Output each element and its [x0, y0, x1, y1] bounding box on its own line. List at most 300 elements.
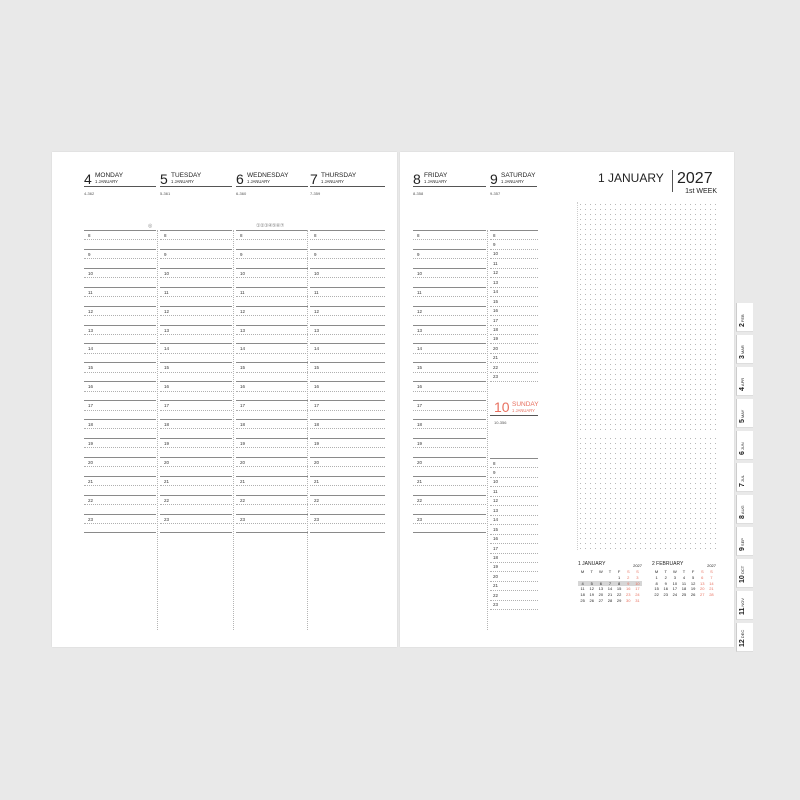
hour-rule — [490, 524, 538, 525]
hour-rule — [490, 381, 538, 382]
hour-rule — [490, 343, 538, 344]
calendar-day[interactable]: 22 — [616, 592, 622, 598]
hour-label: 21 — [493, 583, 499, 589]
hour-rule — [490, 315, 538, 316]
half-hour-rule — [84, 372, 156, 373]
hour-rule — [413, 249, 486, 250]
hour-label: 21 — [314, 478, 320, 484]
calendar-day[interactable]: 6 — [701, 574, 704, 580]
hour-rule — [310, 362, 385, 363]
calendar-day[interactable]: 20 — [598, 592, 604, 598]
calendar-day[interactable]: 19 — [690, 586, 696, 592]
month-tab-label — [739, 538, 747, 551]
half-hour-rule — [413, 258, 486, 259]
hour-label: 20 — [164, 459, 170, 465]
half-hour-rule — [310, 353, 385, 354]
half-hour-rule — [413, 315, 486, 316]
hour-label: 23 — [493, 602, 499, 608]
half-hour-rule — [84, 428, 156, 429]
weekday-label: M — [580, 569, 585, 574]
week-month: 1 JANUARY — [598, 171, 664, 185]
allday-rule — [490, 230, 538, 231]
hour-label: 22 — [493, 364, 499, 370]
sunday-number: 10 — [494, 399, 510, 415]
month-tab-label — [739, 410, 747, 423]
calendar-day[interactable]: 12 — [589, 586, 594, 592]
hour-label: 19 — [417, 440, 423, 446]
hour-rule — [413, 457, 486, 458]
hour-label: 15 — [417, 365, 423, 371]
calendar-day[interactable]: 23 — [626, 592, 631, 598]
calendar-day[interactable]: 8 — [655, 580, 658, 586]
calendar-day[interactable]: 2 — [664, 574, 667, 580]
hour-label: 21 — [240, 478, 246, 484]
day-name: FRIDAY — [424, 172, 448, 179]
hour-rule — [236, 438, 308, 439]
hour-label: 9 — [493, 241, 496, 247]
calendar-day[interactable]: 9 — [664, 580, 667, 586]
month-tab-abbr: JUL — [740, 474, 745, 483]
hour-label: 12 — [417, 308, 423, 314]
hour-rule — [236, 343, 308, 344]
calendar-day[interactable]: 19 — [589, 592, 594, 598]
hour-rule — [490, 296, 538, 297]
month-tab-abbr: APR — [740, 377, 745, 387]
hour-rule — [160, 476, 232, 477]
month-tab-abbr: NOV — [740, 597, 745, 607]
header-rule — [160, 186, 232, 187]
hour-rule — [84, 306, 156, 307]
calendar-day[interactable]: 18 — [681, 586, 687, 592]
hour-rule — [84, 419, 156, 420]
hour-rule — [413, 381, 486, 382]
month-tab-number: 2 — [739, 323, 746, 327]
calendar-day[interactable]: 14 — [709, 580, 714, 586]
month-tab-feb[interactable] — [736, 303, 753, 332]
hour-rule — [310, 381, 385, 382]
half-hour-rule — [310, 447, 385, 448]
calendar-day[interactable]: 13 — [598, 586, 604, 592]
hour-label: 12 — [164, 308, 170, 314]
hour-rule — [236, 495, 308, 496]
weekday-label: W — [672, 569, 677, 574]
half-hour-rule — [236, 239, 308, 240]
calendar-day[interactable]: 21 — [709, 586, 714, 592]
header-rule — [310, 186, 385, 187]
calendar-day[interactable]: 8 — [615, 581, 624, 587]
day-number: 9 — [490, 171, 498, 187]
hour-label: 20 — [493, 573, 499, 579]
calendar-day[interactable]: 5 — [587, 581, 596, 587]
hour-rule — [236, 287, 308, 288]
hour-label: 16 — [493, 536, 499, 542]
hour-label: 18 — [88, 422, 94, 427]
calendar-day[interactable]: 22 — [654, 592, 659, 598]
hour-label: 15 — [164, 365, 170, 371]
hour-label: 21 — [164, 478, 170, 484]
hour-rule — [490, 571, 538, 572]
hour-rule — [160, 268, 232, 269]
hour-label: 13 — [240, 327, 246, 333]
half-hour-rule — [236, 504, 308, 505]
planner-right-page — [400, 152, 734, 647]
calendar-day[interactable]: 17 — [635, 586, 640, 592]
half-hour-rule — [160, 353, 232, 354]
hour-label: 22 — [314, 497, 320, 503]
hour-label: 10 — [417, 270, 423, 276]
weekday-label: F — [617, 569, 621, 574]
calendar-day[interactable]: 12 — [690, 580, 696, 586]
day-of-year: 5-361 — [160, 191, 171, 196]
month-tab-sep[interactable] — [736, 527, 753, 556]
hour-label: 17 — [417, 403, 423, 409]
half-hour-rule — [310, 485, 385, 486]
half-hour-rule — [160, 334, 232, 335]
hour-rule — [490, 268, 538, 269]
month-tab-abbr: MAR — [740, 345, 745, 355]
hour-label: 9 — [164, 251, 167, 257]
hour-rule — [413, 495, 486, 496]
calendar-day[interactable]: 2 — [627, 574, 630, 580]
mini-calendar-title: 1 JANUARY — [578, 561, 606, 567]
month-tab-apr[interactable] — [736, 367, 753, 396]
hour-label: 11 — [164, 289, 169, 295]
half-hour-rule — [413, 485, 486, 486]
hour-rule — [490, 258, 538, 259]
calendar-day[interactable]: 7 — [710, 574, 713, 580]
day-date: 1 JANUARY — [95, 179, 118, 184]
calendar-day[interactable]: 18 — [580, 592, 585, 598]
hour-label: 18 — [493, 327, 499, 332]
calendar-day[interactable]: 28 — [709, 592, 714, 598]
mini-calendar-title: 2 FEBRUARY — [652, 561, 684, 567]
hour-rule — [160, 532, 232, 533]
header-rule — [236, 186, 308, 187]
month-tab-aug[interactable] — [736, 495, 753, 524]
calendar-day[interactable]: 28 — [607, 597, 613, 603]
calendar-day[interactable]: 24 — [672, 592, 678, 598]
half-hour-rule — [236, 410, 308, 411]
hour-label: 14 — [417, 346, 423, 352]
hour-label: 14 — [493, 289, 499, 295]
calendar-day[interactable]: 11 — [580, 586, 585, 592]
calendar-day[interactable]: 30 — [626, 597, 631, 603]
calendar-day[interactable]: 25 — [580, 597, 585, 603]
hour-rule — [413, 476, 486, 477]
hour-label: 15 — [493, 526, 499, 532]
hour-label: 16 — [493, 308, 499, 314]
hour-label: 23 — [240, 516, 246, 522]
calendar-day[interactable]: 24 — [635, 592, 640, 598]
weekday-label: W — [598, 569, 603, 574]
half-hour-rule — [310, 277, 385, 278]
calendar-day[interactable]: 10 — [672, 580, 678, 586]
half-hour-rule — [310, 523, 385, 524]
hour-label: 17 — [240, 403, 246, 409]
hour-label: 19 — [88, 440, 94, 446]
hour-label: 20 — [314, 459, 320, 465]
hour-rule — [84, 343, 156, 344]
hour-label: 18 — [417, 422, 423, 427]
header-rule — [490, 186, 537, 187]
half-hour-rule — [310, 258, 385, 259]
month-tab-nov[interactable] — [736, 591, 753, 620]
hour-rule — [490, 486, 538, 487]
calendar-day[interactable]: 31 — [635, 597, 640, 603]
month-tab-abbr: JUN — [740, 442, 745, 451]
hour-label: 14 — [314, 346, 320, 352]
calendar-day[interactable]: 13 — [700, 580, 705, 586]
half-hour-rule — [160, 466, 232, 467]
hour-rule — [236, 268, 308, 269]
half-hour-rule — [236, 523, 308, 524]
hour-label: 11 — [493, 488, 498, 494]
weekday-label: S — [700, 569, 704, 574]
hour-label: 17 — [493, 317, 499, 323]
hour-label: 12 — [314, 308, 320, 314]
calendar-day[interactable]: 7 — [605, 581, 614, 587]
half-hour-rule — [236, 315, 308, 316]
hour-rule — [310, 325, 385, 326]
calendar-day[interactable]: 27 — [700, 592, 705, 598]
hour-label: 21 — [88, 478, 94, 484]
half-hour-rule — [413, 466, 486, 467]
calendar-day[interactable]: 23 — [663, 592, 668, 598]
hour-label: 10 — [493, 479, 499, 485]
hour-label: 18 — [493, 555, 499, 560]
day-name: SATURDAY — [501, 172, 536, 179]
month-tab-number: 3 — [739, 355, 746, 359]
hour-label: 8 — [164, 233, 167, 238]
hour-rule — [84, 476, 156, 477]
calendar-day[interactable]: 6 — [596, 581, 605, 587]
hour-rule — [490, 325, 538, 326]
month-tab-mar[interactable] — [736, 335, 753, 364]
calendar-day[interactable]: 21 — [607, 592, 613, 598]
half-hour-rule — [236, 353, 308, 354]
hour-label: 23 — [88, 516, 94, 522]
calendar-day[interactable]: 5 — [692, 574, 695, 580]
hour-rule — [490, 515, 538, 516]
week-year: 2027 — [677, 170, 713, 187]
allday-rule — [84, 230, 156, 231]
month-tab-label — [739, 505, 747, 519]
month-tab-label — [739, 442, 747, 455]
column-divider — [487, 230, 488, 630]
mini-calendar — [578, 562, 642, 604]
hour-label: 8 — [417, 233, 420, 238]
hour-rule — [490, 543, 538, 544]
half-hour-rule — [310, 296, 385, 297]
hour-label: 23 — [314, 516, 320, 522]
hour-rule — [310, 476, 385, 477]
hour-rule — [413, 514, 486, 515]
hour-label: 11 — [88, 289, 93, 295]
month-tab-number: 5 — [739, 419, 746, 423]
half-hour-rule — [84, 391, 156, 392]
allday-rule — [236, 230, 308, 231]
hour-rule — [160, 419, 232, 420]
half-hour-rule — [84, 315, 156, 316]
dot-grid-notes — [578, 322, 716, 434]
half-hour-rule — [84, 410, 156, 411]
half-hour-rule — [84, 296, 156, 297]
hour-rule — [160, 325, 232, 326]
hour-label: 14 — [493, 517, 499, 523]
hour-rule — [490, 600, 538, 601]
hour-label: 16 — [314, 384, 320, 390]
calendar-day[interactable]: 16 — [626, 586, 631, 592]
day-of-year: 7-359 — [310, 191, 321, 196]
calendar-day[interactable]: 15 — [654, 586, 659, 592]
month-tab-number: 6 — [739, 451, 746, 455]
half-hour-rule — [236, 258, 308, 259]
hour-label: 8 — [314, 233, 317, 238]
calendar-day[interactable]: 26 — [589, 597, 594, 603]
hour-label: 14 — [240, 346, 246, 352]
hour-rule — [84, 495, 156, 496]
hour-rule — [310, 514, 385, 515]
calendar-day[interactable]: 14 — [607, 586, 613, 592]
calendar-day[interactable]: 1 — [655, 574, 658, 580]
calendar-day[interactable]: 10 — [633, 581, 642, 587]
hour-label: 9 — [240, 251, 243, 257]
weekday-label: T — [664, 569, 667, 574]
calendar-day[interactable]: 1 — [618, 574, 621, 580]
hour-label: 13 — [164, 327, 170, 333]
hour-label: 9 — [417, 251, 420, 257]
calendar-day[interactable]: 3 — [673, 574, 676, 580]
mini-calendar-year: 2027 — [633, 563, 642, 568]
half-hour-rule — [160, 296, 232, 297]
hour-label: 18 — [314, 422, 320, 427]
hour-rule — [310, 268, 385, 269]
half-hour-rule — [310, 410, 385, 411]
calendar-day[interactable]: 17 — [672, 586, 678, 592]
half-hour-rule — [160, 391, 232, 392]
hour-rule — [84, 381, 156, 382]
half-hour-rule — [236, 428, 308, 429]
hour-rule — [413, 362, 486, 363]
calendar-day[interactable]: 16 — [663, 586, 668, 592]
month-tab-label — [739, 598, 747, 615]
month-tab-abbr: AUG — [740, 505, 745, 515]
month-tab-may[interactable] — [736, 399, 753, 428]
hour-rule — [160, 381, 232, 382]
month-tab-oct[interactable] — [736, 559, 753, 588]
hour-label: 9 — [88, 251, 91, 257]
day-date: 1 JANUARY — [424, 179, 447, 184]
hour-rule — [310, 457, 385, 458]
weekday-label: M — [654, 569, 659, 574]
day-marker-circles: ①②③④⑤⑥⑦ — [256, 223, 284, 229]
sunday-header-rule — [490, 415, 538, 416]
half-hour-rule — [310, 391, 385, 392]
hour-rule — [236, 249, 308, 250]
half-hour-rule — [84, 334, 156, 335]
calendar-day[interactable]: 3 — [636, 574, 639, 580]
hour-rule — [490, 467, 538, 468]
hour-label: 12 — [240, 308, 246, 314]
month-tab-abbr: FEB — [740, 314, 745, 323]
hour-rule — [84, 362, 156, 363]
half-hour-rule — [160, 258, 232, 259]
hour-rule — [413, 532, 486, 533]
day-name: MONDAY — [95, 172, 124, 179]
hour-rule — [490, 239, 538, 240]
hour-rule — [490, 306, 538, 307]
half-hour-rule — [236, 334, 308, 335]
half-hour-rule — [160, 277, 232, 278]
calendar-day[interactable]: 27 — [598, 597, 604, 603]
month-tab-jul[interactable] — [736, 463, 753, 492]
hour-label: 15 — [88, 365, 94, 371]
calendar-day[interactable]: 11 — [681, 580, 687, 586]
half-hour-rule — [310, 372, 385, 373]
hour-rule — [160, 287, 232, 288]
hour-rule — [236, 476, 308, 477]
half-hour-rule — [160, 372, 232, 373]
hour-rule — [413, 268, 486, 269]
column-divider — [233, 230, 234, 630]
hour-rule — [236, 400, 308, 401]
hour-label: 17 — [314, 403, 320, 409]
calendar-day[interactable]: 4 — [682, 574, 686, 580]
hour-rule — [236, 306, 308, 307]
hour-rule — [84, 532, 156, 533]
calendar-day[interactable]: 26 — [690, 592, 696, 598]
half-hour-rule — [84, 277, 156, 278]
month-tab-dec[interactable] — [736, 623, 753, 652]
hour-label: 19 — [164, 440, 170, 446]
day-of-year: 4-362 — [84, 191, 95, 196]
hour-label: 22 — [493, 592, 499, 598]
sunday-name: SUNDAY — [512, 401, 539, 408]
half-hour-rule — [413, 277, 486, 278]
calendar-day[interactable]: 25 — [681, 592, 687, 598]
hour-label: 16 — [88, 384, 94, 390]
calendar-day[interactable]: 4 — [578, 581, 587, 587]
month-tab-number: 9 — [739, 547, 746, 551]
hour-label: 10 — [240, 270, 246, 276]
calendar-day[interactable]: 20 — [700, 586, 705, 592]
half-hour-rule — [413, 391, 486, 392]
calendar-day[interactable]: 15 — [616, 586, 622, 592]
hour-rule — [84, 438, 156, 439]
hour-rule — [490, 581, 538, 582]
hour-rule — [236, 457, 308, 458]
hour-rule — [490, 496, 538, 497]
day-date: 1 JANUARY — [321, 179, 344, 184]
half-hour-rule — [413, 334, 486, 335]
hour-label: 13 — [493, 279, 499, 285]
half-hour-rule — [413, 296, 486, 297]
hour-label: 19 — [493, 336, 499, 342]
calendar-day[interactable]: 9 — [624, 581, 633, 587]
half-hour-rule — [236, 466, 308, 467]
week-number: 1st WEEK — [685, 188, 717, 195]
hour-rule — [236, 381, 308, 382]
hour-rule — [310, 306, 385, 307]
hour-label: 23 — [493, 374, 499, 380]
hour-label: 15 — [493, 298, 499, 304]
month-tab-jun[interactable] — [736, 431, 753, 460]
hour-rule — [490, 505, 538, 506]
month-tab-label — [739, 378, 747, 391]
calendar-day[interactable]: 29 — [616, 597, 622, 603]
day-of-year: 9-357 — [490, 191, 501, 196]
hour-rule — [84, 249, 156, 250]
